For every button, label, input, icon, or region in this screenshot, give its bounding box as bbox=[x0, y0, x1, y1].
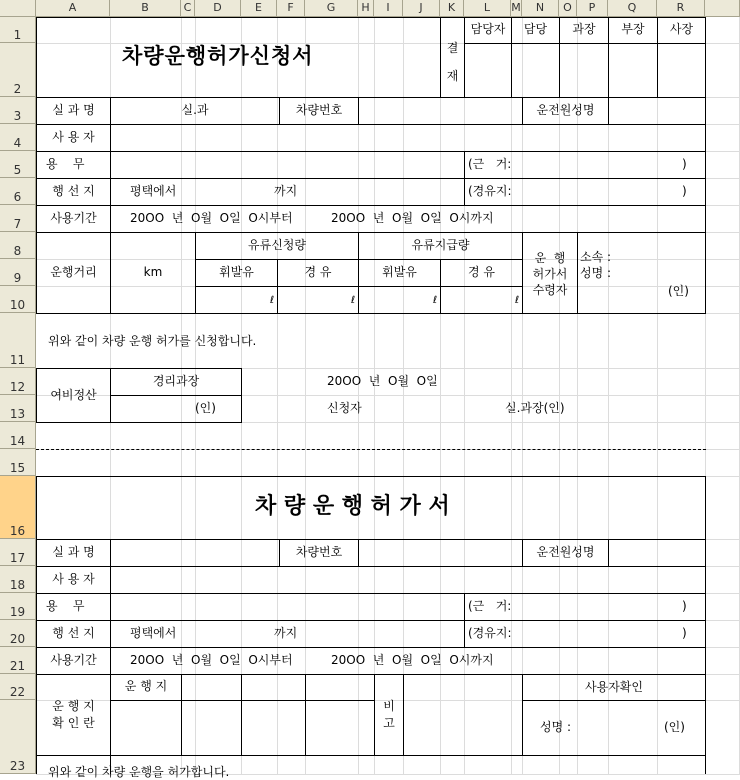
row-header-2[interactable]: 2 bbox=[0, 43, 36, 97]
supply-gasoline-label: 휘발유 bbox=[382, 265, 417, 279]
remarks-label: 비 고 bbox=[383, 699, 395, 730]
column-header-q[interactable]: Q bbox=[608, 0, 657, 17]
receiver-seal: (인) bbox=[668, 284, 689, 298]
row-header-5[interactable]: 5 bbox=[0, 151, 36, 178]
user-label: 사 용 자 bbox=[52, 130, 95, 144]
row-header-21[interactable]: 21 bbox=[0, 647, 36, 674]
liter-mark-1: ℓ bbox=[270, 295, 275, 306]
receiver-name-label: 성명 : bbox=[580, 266, 612, 280]
to-value: 까지 bbox=[274, 184, 298, 198]
row-header-18[interactable]: 18 bbox=[0, 566, 36, 593]
column-header-k[interactable]: K bbox=[440, 0, 464, 17]
form2-driver-name-label: 운전원성명 bbox=[536, 545, 595, 559]
row-header-11[interactable]: 11 bbox=[0, 313, 36, 368]
approver-header: 부장 bbox=[621, 22, 645, 36]
fuel-supply-label: 유류지급량 bbox=[411, 238, 470, 252]
approver-header: 과장 bbox=[572, 22, 596, 36]
row-header-15[interactable]: 15 bbox=[0, 449, 36, 476]
liter-mark-3: ℓ bbox=[433, 295, 438, 306]
form2-car-number-label: 차량번호 bbox=[295, 545, 343, 559]
column-header-r[interactable]: R bbox=[657, 0, 705, 17]
row-header-12[interactable]: 12 bbox=[0, 368, 36, 395]
column-header-l[interactable]: L bbox=[464, 0, 511, 17]
request-gasoline-label: 휘발유 bbox=[219, 265, 254, 279]
form2-via-label: (경유지: bbox=[468, 626, 512, 640]
car-number-label: 차량번호 bbox=[295, 103, 343, 117]
request-diesel-label: 경 유 bbox=[304, 265, 332, 279]
request-text: 위와 같이 차량 운행 허가를 신청합니다. bbox=[48, 334, 257, 348]
period-end[interactable]: 20OO 년 O월 O일 O시까지 bbox=[331, 211, 494, 225]
form2-basis-label: (근 거: bbox=[468, 599, 512, 613]
liter-mark-4: ℓ bbox=[515, 295, 520, 306]
column-header-f[interactable]: F bbox=[277, 0, 305, 17]
row-header-22[interactable]: 22 bbox=[0, 674, 36, 700]
column-header-g[interactable]: G bbox=[305, 0, 358, 17]
supply-diesel-label: 경 유 bbox=[468, 265, 495, 279]
column-header-e[interactable]: E bbox=[241, 0, 277, 17]
user-confirm-label: 사용자확인 bbox=[585, 680, 643, 694]
form2-period-label: 사용기간 bbox=[50, 653, 97, 667]
row-header-16[interactable]: 16 bbox=[0, 476, 36, 539]
approval-label: 결 재 bbox=[446, 41, 459, 83]
period-label: 사용기간 bbox=[50, 211, 97, 225]
driver-name-label: 운전원성명 bbox=[536, 103, 595, 117]
form2-basis-close: ) bbox=[682, 599, 687, 613]
row-header-6[interactable]: 6 bbox=[0, 178, 36, 205]
row-header-13[interactable]: 13 bbox=[0, 395, 36, 422]
row-header-9[interactable]: 9 bbox=[0, 259, 36, 286]
request-date[interactable]: 20OO 년 O월 O일 bbox=[327, 374, 438, 388]
row-header-14[interactable]: 14 bbox=[0, 422, 36, 449]
applicant-label: 신청자 bbox=[327, 401, 362, 415]
row-header-17[interactable]: 17 bbox=[0, 539, 36, 566]
form2-title: 차 량 운 행 허 가 서 bbox=[255, 494, 450, 519]
distance-label: 운행거리 bbox=[50, 265, 97, 279]
dept-value[interactable]: 실.과 bbox=[181, 103, 209, 117]
dept-label: 실 과 명 bbox=[52, 103, 95, 117]
fuel-request-label: 유류신청량 bbox=[248, 238, 306, 252]
form2-user-label: 사 용 자 bbox=[52, 572, 95, 586]
destination-label: 행 선 지 bbox=[52, 184, 95, 198]
form2-from-value[interactable]: 평택에서 bbox=[130, 626, 177, 640]
row-header-7[interactable]: 7 bbox=[0, 205, 36, 232]
form2-via-close: ) bbox=[682, 626, 687, 640]
row-header-3[interactable]: 3 bbox=[0, 97, 36, 124]
row-header-20[interactable]: 20 bbox=[0, 620, 36, 647]
column-header-b[interactable]: B bbox=[110, 0, 181, 17]
accounting-seal: (인) bbox=[195, 401, 216, 415]
expense-label: 여비정산 bbox=[50, 388, 97, 402]
column-header-i[interactable]: I bbox=[374, 0, 403, 17]
row-header-1[interactable]: 1 bbox=[0, 17, 36, 43]
column-header-a[interactable]: A bbox=[36, 0, 110, 17]
purpose-label: 용 무 bbox=[46, 157, 85, 171]
form2-seal: (인) bbox=[664, 720, 685, 734]
approver-header: 담당 bbox=[523, 22, 548, 36]
row-header-4[interactable]: 4 bbox=[0, 124, 36, 151]
row-header-19[interactable]: 19 bbox=[0, 593, 36, 620]
affiliation-label: 소속 : bbox=[580, 250, 612, 264]
column-header-c[interactable]: C bbox=[181, 0, 195, 17]
applicant-value[interactable]: 실.과장(인) bbox=[505, 401, 565, 415]
row-header-10[interactable]: 10 bbox=[0, 286, 36, 313]
form2-destination-label: 행 선 지 bbox=[52, 626, 95, 640]
column-header-extra bbox=[705, 0, 740, 17]
form2-period-start[interactable]: 20OO 년 O월 O일 O시부터 bbox=[130, 653, 293, 667]
column-header-j[interactable]: J bbox=[403, 0, 440, 17]
row-header-23[interactable]: 23 bbox=[0, 700, 36, 774]
from-value[interactable]: 평택에서 bbox=[130, 184, 177, 198]
receiver-label: 운 행 허가서 수령자 bbox=[532, 251, 568, 297]
column-header-m[interactable]: M bbox=[511, 0, 522, 17]
select-all-corner[interactable] bbox=[0, 0, 36, 17]
form2-dept-label: 실 과 명 bbox=[52, 545, 95, 559]
accounting-manager-label: 경리과장 bbox=[152, 374, 200, 388]
column-header-d[interactable]: D bbox=[195, 0, 241, 17]
basis-close: ) bbox=[682, 157, 687, 171]
form1-title: 차량운행허가신청서 bbox=[122, 44, 314, 68]
form2-to-value: 까지 bbox=[274, 626, 298, 640]
distance-unit: km bbox=[143, 265, 163, 279]
via-label: (경유지: bbox=[468, 184, 512, 198]
row-header-8[interactable]: 8 bbox=[0, 232, 36, 259]
period-start[interactable]: 20OO 년 O월 O일 O시부터 bbox=[130, 211, 293, 225]
route-point-label: 운 행 지 bbox=[124, 679, 168, 693]
approver-header: 사장 bbox=[669, 22, 694, 36]
form2-name-label: 성명 : bbox=[540, 720, 572, 734]
route-check-label: 운 행 지 확 인 란 bbox=[52, 699, 95, 730]
approver-header: 담당자 bbox=[470, 22, 506, 36]
form2-bottom-text: 위와 같이 차량 운행을 허가합니다. bbox=[48, 765, 230, 779]
column-header-p[interactable]: P bbox=[577, 0, 608, 17]
basis-label: (근 거: bbox=[468, 157, 512, 171]
via-close: ) bbox=[682, 184, 687, 198]
liter-mark-2: ℓ bbox=[351, 295, 356, 306]
column-header-o[interactable]: O bbox=[559, 0, 577, 17]
column-header-n[interactable]: N bbox=[522, 0, 559, 17]
column-header-h[interactable]: H bbox=[358, 0, 374, 17]
form2-period-end[interactable]: 20OO 년 O월 O일 O시까지 bbox=[331, 653, 494, 667]
form2-purpose-label: 용 무 bbox=[46, 599, 85, 613]
